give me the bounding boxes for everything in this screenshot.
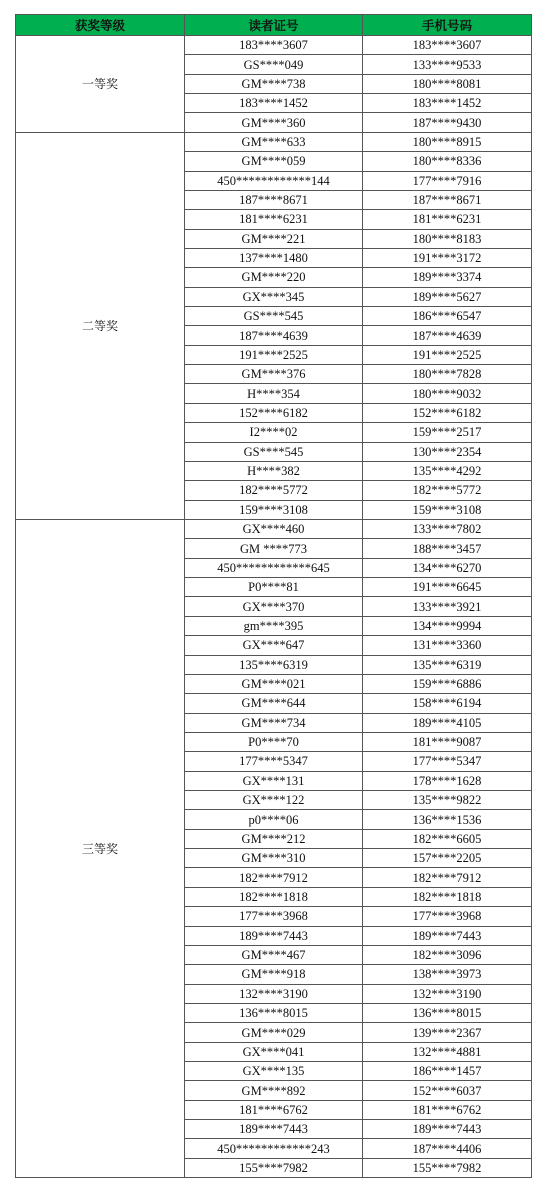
reader-card-cell: 182****7912 xyxy=(185,868,363,887)
phone-number-cell: 180****8336 xyxy=(363,152,532,171)
phone-number-cell: 159****3108 xyxy=(363,500,532,519)
reader-card-cell: GM****633 xyxy=(185,132,363,151)
reader-card-cell: GM****059 xyxy=(185,152,363,171)
phone-number-cell: 134****9994 xyxy=(363,616,532,635)
phone-number-cell: 158****6194 xyxy=(363,694,532,713)
reader-card-cell: 136****8015 xyxy=(185,1003,363,1022)
reader-card-cell: GX****041 xyxy=(185,1042,363,1061)
table-row xyxy=(16,132,532,151)
reader-card-cell: 152****6182 xyxy=(185,403,363,422)
reader-card-cell: GM****029 xyxy=(185,1023,363,1042)
reader-card-cell: 155****7982 xyxy=(185,1158,363,1177)
reader-card-cell: 450************144 xyxy=(185,171,363,190)
phone-number-cell: 189****3374 xyxy=(363,268,532,287)
phone-number-cell: 191****2525 xyxy=(363,345,532,364)
reader-card-cell: 182****5772 xyxy=(185,481,363,500)
phone-number-cell: 182****1818 xyxy=(363,887,532,906)
reader-card-cell: 159****3108 xyxy=(185,500,363,519)
phone-number-cell: 189****7443 xyxy=(363,1120,532,1139)
phone-number-cell: 181****6231 xyxy=(363,210,532,229)
reader-card-cell: 183****3607 xyxy=(185,36,363,55)
prize-level-cell: 三等奖 xyxy=(16,519,185,1177)
phone-number-cell: 191****6645 xyxy=(363,578,532,597)
phone-number-cell: 133****3921 xyxy=(363,597,532,616)
phone-number-cell: 136****1536 xyxy=(363,810,532,829)
reader-card-cell: 182****1818 xyxy=(185,887,363,906)
phone-number-cell: 180****9032 xyxy=(363,384,532,403)
reader-card-cell: H****382 xyxy=(185,461,363,480)
phone-number-cell: 135****6319 xyxy=(363,655,532,674)
reader-card-cell: GX****370 xyxy=(185,597,363,616)
phone-number-cell: 183****1452 xyxy=(363,94,532,113)
reader-card-cell: GX****131 xyxy=(185,771,363,790)
phone-number-cell: 177****7916 xyxy=(363,171,532,190)
phone-number-cell: 177****5347 xyxy=(363,752,532,771)
phone-number-cell: 183****3607 xyxy=(363,36,532,55)
phone-number-cell: 186****6547 xyxy=(363,307,532,326)
table-row xyxy=(16,519,532,538)
phone-number-cell: 186****1457 xyxy=(363,1062,532,1081)
phone-number-cell: 136****8015 xyxy=(363,1003,532,1022)
reader-card-cell: GM****221 xyxy=(185,229,363,248)
phone-number-cell: 155****7982 xyxy=(363,1158,532,1177)
phone-number-cell: 189****5627 xyxy=(363,287,532,306)
reader-card-cell: 189****7443 xyxy=(185,1120,363,1139)
phone-number-cell: 182****6605 xyxy=(363,829,532,848)
reader-card-cell: GM****892 xyxy=(185,1081,363,1100)
reader-card-cell: GX****345 xyxy=(185,287,363,306)
reader-card-cell: GS****049 xyxy=(185,55,363,74)
reader-card-cell: p0****06 xyxy=(185,810,363,829)
phone-number-cell: 132****3190 xyxy=(363,984,532,1003)
phone-number-cell: 134****6270 xyxy=(363,558,532,577)
reader-card-cell: GX****135 xyxy=(185,1062,363,1081)
phone-number-cell: 182****7912 xyxy=(363,868,532,887)
phone-number-cell: 181****6762 xyxy=(363,1100,532,1119)
reader-card-cell: 135****6319 xyxy=(185,655,363,674)
header-reader-card-number: 读者证号 xyxy=(185,15,363,36)
reader-card-cell: 187****8671 xyxy=(185,190,363,209)
phone-number-cell: 135****9822 xyxy=(363,791,532,810)
reader-card-cell: GM****212 xyxy=(185,829,363,848)
phone-number-cell: 187****4406 xyxy=(363,1139,532,1158)
phone-number-cell: 180****8183 xyxy=(363,229,532,248)
reader-card-cell: GS****545 xyxy=(185,442,363,461)
phone-number-cell: 191****3172 xyxy=(363,248,532,267)
phone-number-cell: 132****4881 xyxy=(363,1042,532,1061)
reader-card-cell: 187****4639 xyxy=(185,326,363,345)
phone-number-cell: 157****2205 xyxy=(363,849,532,868)
reader-card-cell: GM****360 xyxy=(185,113,363,132)
phone-number-cell: 177****3968 xyxy=(363,907,532,926)
reader-card-cell: 181****6762 xyxy=(185,1100,363,1119)
header-row xyxy=(16,15,532,36)
reader-card-cell: 450************645 xyxy=(185,558,363,577)
reader-card-cell: 137****1480 xyxy=(185,248,363,267)
phone-number-cell: 135****4292 xyxy=(363,461,532,480)
reader-card-cell: GM****220 xyxy=(185,268,363,287)
winners-table xyxy=(15,14,532,1178)
phone-number-cell: 178****1628 xyxy=(363,771,532,790)
reader-card-cell: 191****2525 xyxy=(185,345,363,364)
phone-number-cell: 180****8081 xyxy=(363,74,532,93)
phone-number-cell: 180****7828 xyxy=(363,365,532,384)
phone-number-cell: 188****3457 xyxy=(363,539,532,558)
table-body xyxy=(16,36,532,1178)
phone-number-cell: 159****6886 xyxy=(363,674,532,693)
phone-number-cell: 133****7802 xyxy=(363,519,532,538)
reader-card-cell: GM****021 xyxy=(185,674,363,693)
phone-number-cell: 180****8915 xyxy=(363,132,532,151)
phone-number-cell: 189****7443 xyxy=(363,926,532,945)
reader-card-cell: 189****7443 xyxy=(185,926,363,945)
phone-number-cell: 187****4639 xyxy=(363,326,532,345)
phone-number-cell: 133****9533 xyxy=(363,55,532,74)
phone-number-cell: 181****9087 xyxy=(363,732,532,751)
reader-card-cell: GX****647 xyxy=(185,636,363,655)
reader-card-cell: GM****376 xyxy=(185,365,363,384)
phone-number-cell: 187****9430 xyxy=(363,113,532,132)
reader-card-cell: GM ****773 xyxy=(185,539,363,558)
reader-card-cell: GX****460 xyxy=(185,519,363,538)
reader-card-cell: 450************243 xyxy=(185,1139,363,1158)
reader-card-cell: H****354 xyxy=(185,384,363,403)
reader-card-cell: GM****644 xyxy=(185,694,363,713)
reader-card-cell: GX****122 xyxy=(185,791,363,810)
phone-number-cell: 187****8671 xyxy=(363,190,532,209)
phone-number-cell: 182****3096 xyxy=(363,945,532,964)
reader-card-cell: 132****3190 xyxy=(185,984,363,1003)
reader-card-cell: GM****918 xyxy=(185,965,363,984)
reader-card-cell: 177****3968 xyxy=(185,907,363,926)
reader-card-cell: gm****395 xyxy=(185,616,363,635)
reader-card-cell: I2****02 xyxy=(185,423,363,442)
reader-card-cell: GS****545 xyxy=(185,307,363,326)
phone-number-cell: 130****2354 xyxy=(363,442,532,461)
table-row xyxy=(16,36,532,55)
header-phone-number: 手机号码 xyxy=(363,15,532,36)
prize-level-cell: 二等奖 xyxy=(16,132,185,519)
phone-number-cell: 182****5772 xyxy=(363,481,532,500)
reader-card-cell: P0****81 xyxy=(185,578,363,597)
reader-card-cell: GM****310 xyxy=(185,849,363,868)
phone-number-cell: 152****6182 xyxy=(363,403,532,422)
phone-number-cell: 138****3973 xyxy=(363,965,532,984)
reader-card-cell: 177****5347 xyxy=(185,752,363,771)
reader-card-cell: GM****734 xyxy=(185,713,363,732)
reader-card-cell: GM****738 xyxy=(185,74,363,93)
header-prize-level: 获奖等级 xyxy=(16,15,185,36)
phone-number-cell: 189****4105 xyxy=(363,713,532,732)
phone-number-cell: 159****2517 xyxy=(363,423,532,442)
phone-number-cell: 131****3360 xyxy=(363,636,532,655)
reader-card-cell: GM****467 xyxy=(185,945,363,964)
reader-card-cell: 183****1452 xyxy=(185,94,363,113)
reader-card-cell: 181****6231 xyxy=(185,210,363,229)
reader-card-cell: P0****70 xyxy=(185,732,363,751)
phone-number-cell: 139****2367 xyxy=(363,1023,532,1042)
prize-level-cell: 一等奖 xyxy=(16,36,185,133)
phone-number-cell: 152****6037 xyxy=(363,1081,532,1100)
